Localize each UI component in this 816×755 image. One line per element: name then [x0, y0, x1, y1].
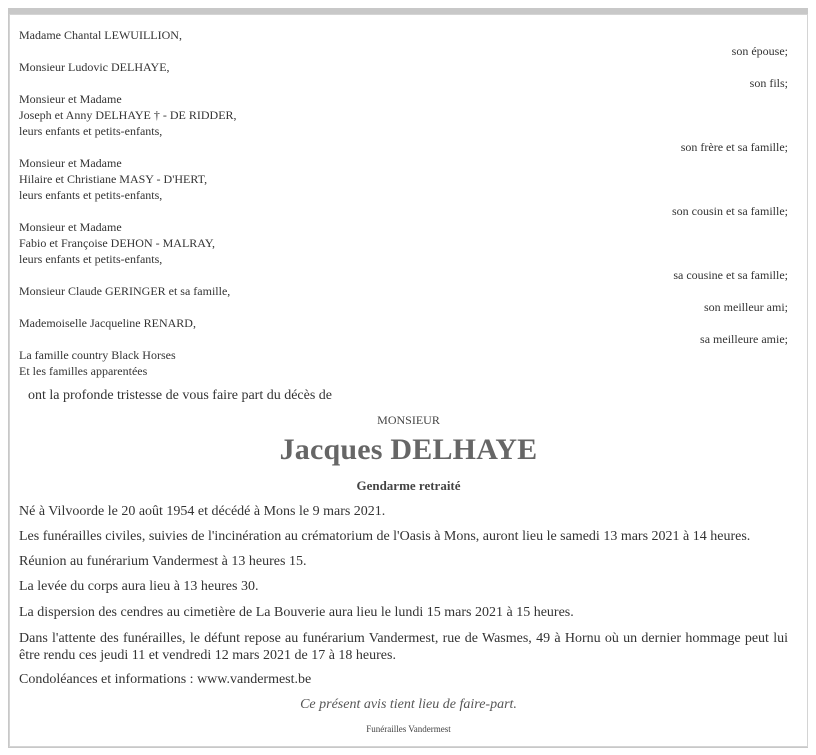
family-line: leurs enfants et petits-enfants,: [19, 124, 163, 138]
obituary-card: [9, 14, 808, 747]
visitation-line-2: peut lui être rendu ces jeudi 11 et vendredi 12 mars 2021 de 17 à 18 heures.: [19, 631, 788, 663]
meeting-line: Réunion au funérarium Vandermest à 13 heures 15.: [19, 554, 307, 569]
visitation-paragraph: [19, 630, 788, 664]
family-line: Monsieur et Madame: [19, 156, 122, 170]
faire-part-notice: Ce présent avis tient lieu de faire-part.: [300, 697, 517, 712]
deceased-occupation: Gendarme retraité: [356, 478, 461, 493]
intro-text: ont la profonde tristesse de vous faire part du décès de: [28, 388, 333, 403]
family-line: Hilaire et Christiane MASY - D'HERT,: [19, 172, 208, 186]
family-line: Monsieur et Madame: [19, 220, 122, 234]
relation-label: son fils;: [749, 76, 788, 90]
dispersion-line: La dispersion des cendres au cimetière de La Bouverie aura lieu le lundi 15 mars 2021 à 15 heures.: [19, 605, 574, 620]
relation-label: sa meilleure amie;: [700, 332, 788, 346]
birth-death-line: Né à Vilvoorde le 20 août 1954 et décédé à Mons le 9 mars 2021.: [19, 504, 386, 519]
relation-label: sa cousine et sa famille;: [673, 268, 788, 282]
family-line: Et les familles apparentées: [19, 364, 148, 378]
relation-label: son meilleur ami;: [704, 300, 788, 314]
deceased-name: Jacques DELHAYE: [279, 433, 538, 466]
condolences-line: Condoléances et informations : www.vandermest.be: [19, 672, 312, 687]
relation-label: son cousin et sa famille;: [672, 204, 788, 218]
honorific: MONSIEUR: [377, 413, 440, 427]
family-line: Madame Chantal LEWUILLION,: [19, 28, 182, 42]
family-line: Fabio et Françoise DEHON - MALRAY,: [19, 236, 215, 250]
family-line: leurs enfants et petits-enfants,: [19, 188, 163, 202]
funeral-line: Les funérailles civiles, suivies de l'incinération au crématorium de l'Oasis à Mons, auront lieu le samedi 13 mars 2021 à 14 heures.: [19, 529, 751, 544]
relation-label: son épouse;: [731, 44, 788, 58]
family-line: Monsieur Ludovic DELHAYE,: [19, 60, 170, 74]
relation-label: son frère et sa famille;: [680, 140, 788, 154]
family-line: Mademoiselle Jacqueline RENARD,: [19, 316, 196, 330]
family-line: leurs enfants et petits-enfants,: [19, 252, 163, 266]
family-line: Monsieur Claude GERINGER et sa famille,: [19, 284, 231, 298]
family-line: Joseph et Anny DELHAYE † - DE RIDDER,: [19, 108, 237, 122]
visitation-line-1: Dans l'attente des funérailles, le défunt repose au funérarium Vandermest, rue de Wasmes, 49 à Hornu où un dernier hommage: [19, 631, 741, 646]
family-line: La famille country Black Horses: [19, 348, 176, 362]
family-line: Monsieur et Madame: [19, 92, 122, 106]
funeral-home-signature: Funérailles Vandermest: [366, 724, 451, 734]
lifting-line: La levée du corps aura lieu à 13 heures 30.: [19, 579, 259, 594]
